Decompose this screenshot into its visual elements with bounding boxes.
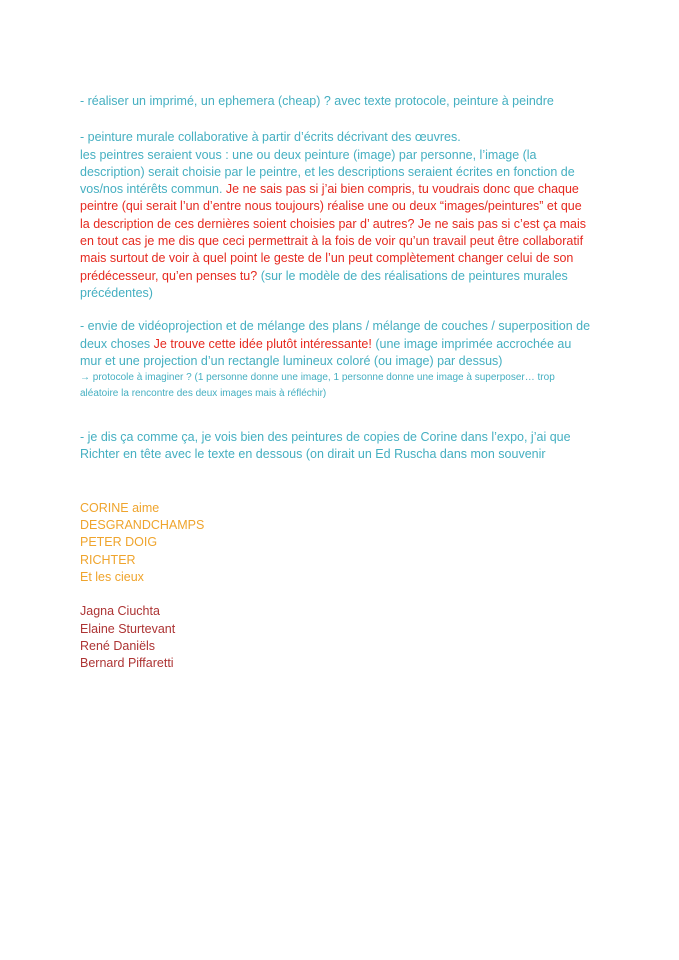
text-segment-red: la description de ces dernières soient choisies par d’ autres? Je ne sais pas si c’est ça mais bbox=[80, 216, 587, 231]
text-segment-teal: - peinture murale collaborative à partir d’écrits décrivant des œuvres. bbox=[80, 130, 461, 145]
text-line bbox=[80, 181, 640, 198]
text-segment-brick: René Daniëls bbox=[80, 638, 156, 653]
text-segment-red: Je trouve cette idée plutôt intéressante! bbox=[153, 336, 372, 351]
text-line bbox=[80, 429, 640, 446]
text-segment-red: en tout cas je me dis que ceci permettrait à la fois de voir qu’un travail peut être collaboratif bbox=[80, 234, 584, 249]
vertical-spacer bbox=[80, 586, 640, 603]
vertical-spacer bbox=[80, 302, 640, 318]
text-line bbox=[80, 336, 640, 353]
text-line bbox=[80, 233, 640, 250]
text-line bbox=[80, 285, 640, 302]
text-line bbox=[80, 638, 640, 655]
text-segment-teal: → protocole à imaginer ? (1 personne donne une image, 1 personne donne une image à superposer… trop bbox=[80, 372, 555, 384]
paragraph-videoprojection bbox=[80, 318, 640, 401]
text-segment-teal: précédentes) bbox=[80, 285, 153, 300]
text-segment-teal: - réaliser un imprimé, un ephemera (cheap) ? avec texte protocole, peinture à peindre bbox=[80, 94, 554, 108]
text-line bbox=[80, 534, 640, 551]
text-segment-orange: PETER DOIG bbox=[80, 535, 158, 550]
text-line bbox=[80, 655, 640, 672]
text-line bbox=[80, 216, 640, 233]
text-segment-orange: Et les cieux bbox=[80, 569, 144, 584]
text-segment-teal: deux choses bbox=[80, 336, 154, 351]
text-line bbox=[80, 621, 640, 638]
text-segment-brick: Jagna Ciuchta bbox=[80, 604, 160, 619]
text-line bbox=[80, 552, 640, 569]
text-segment-brick: Elaine Sturtevant bbox=[80, 621, 176, 636]
text-line bbox=[80, 164, 640, 181]
text-line bbox=[80, 198, 640, 215]
text-segment-teal: Richter en tête avec le texte en dessous (on dirait un Ed Ruscha dans mon souvenir bbox=[80, 447, 546, 462]
vertical-spacer bbox=[80, 464, 640, 500]
text-line bbox=[80, 386, 640, 402]
text-segment-orange: RICHTER bbox=[80, 552, 136, 567]
vertical-spacer bbox=[80, 110, 640, 129]
text-segment-teal: vos/nos intérêts commun. bbox=[80, 182, 226, 197]
text-segment-red: mais surtout de voir à quel point le geste de l’un peut complètement changer celui de son bbox=[80, 251, 574, 266]
list-corine-aime bbox=[80, 500, 640, 586]
text-line bbox=[80, 318, 640, 335]
text-segment-teal: - envie de vidéoprojection et de mélange des plans / mélange de couches / superposition de bbox=[80, 319, 591, 334]
text-segment-red: Je ne sais pas si j’ai bien compris, tu voudrais donc que chaque bbox=[225, 182, 579, 197]
text-segment-red: prédécesseur, qu’en penses tu? bbox=[80, 268, 261, 283]
paragraph-copies-corine bbox=[80, 429, 640, 464]
text-line bbox=[80, 353, 640, 370]
text-segment-red: peintre (qui serait l’un d’entre nous toujours) réalise une ou deux “images/peintures” et que bbox=[80, 199, 582, 214]
text-line bbox=[80, 250, 640, 267]
text-line bbox=[80, 569, 640, 586]
text-line bbox=[80, 268, 640, 285]
text-line bbox=[80, 370, 640, 386]
text-line bbox=[80, 500, 640, 517]
paragraph-imprime-ephemera bbox=[80, 93, 640, 110]
text-segment-teal: (une image imprimée accrochée au bbox=[371, 336, 572, 351]
text-segment-orange: DESGRANDCHAMPS bbox=[80, 518, 205, 533]
paragraph-peinture-murale-collaborative bbox=[80, 129, 640, 302]
text-line bbox=[80, 147, 640, 164]
text-segment-teal: description) serait choisie par le peintre, et les descriptions seraient écrites en fonction de bbox=[80, 164, 575, 179]
list-artistes bbox=[80, 603, 640, 672]
text-segment-orange: CORINE aime bbox=[80, 500, 160, 515]
vertical-spacer bbox=[80, 401, 640, 429]
text-line bbox=[80, 93, 640, 110]
text-segment-teal: - je dis ça comme ça, je vois bien des peintures de copies de Corine dans l’expo, j’ai que bbox=[80, 430, 571, 445]
document-body bbox=[80, 93, 640, 672]
text-line bbox=[80, 129, 640, 146]
text-segment-brick: Bernard Piffaretti bbox=[80, 656, 174, 671]
text-line bbox=[80, 446, 640, 463]
text-line bbox=[80, 517, 640, 534]
text-segment-teal: (sur le modèle de des réalisations de peintures murales bbox=[260, 268, 568, 283]
text-segment-teal: aléatoire la rencontre des deux images mais à réfléchir) bbox=[80, 387, 327, 399]
text-segment-teal: les peintres seraient vous : une ou deux peinture (image) par personne, l’image (la bbox=[80, 147, 537, 162]
text-segment-teal: mur et une projection d’un rectangle lumineux coloré (ou image) par dessus) bbox=[80, 353, 503, 368]
text-line bbox=[80, 603, 640, 620]
